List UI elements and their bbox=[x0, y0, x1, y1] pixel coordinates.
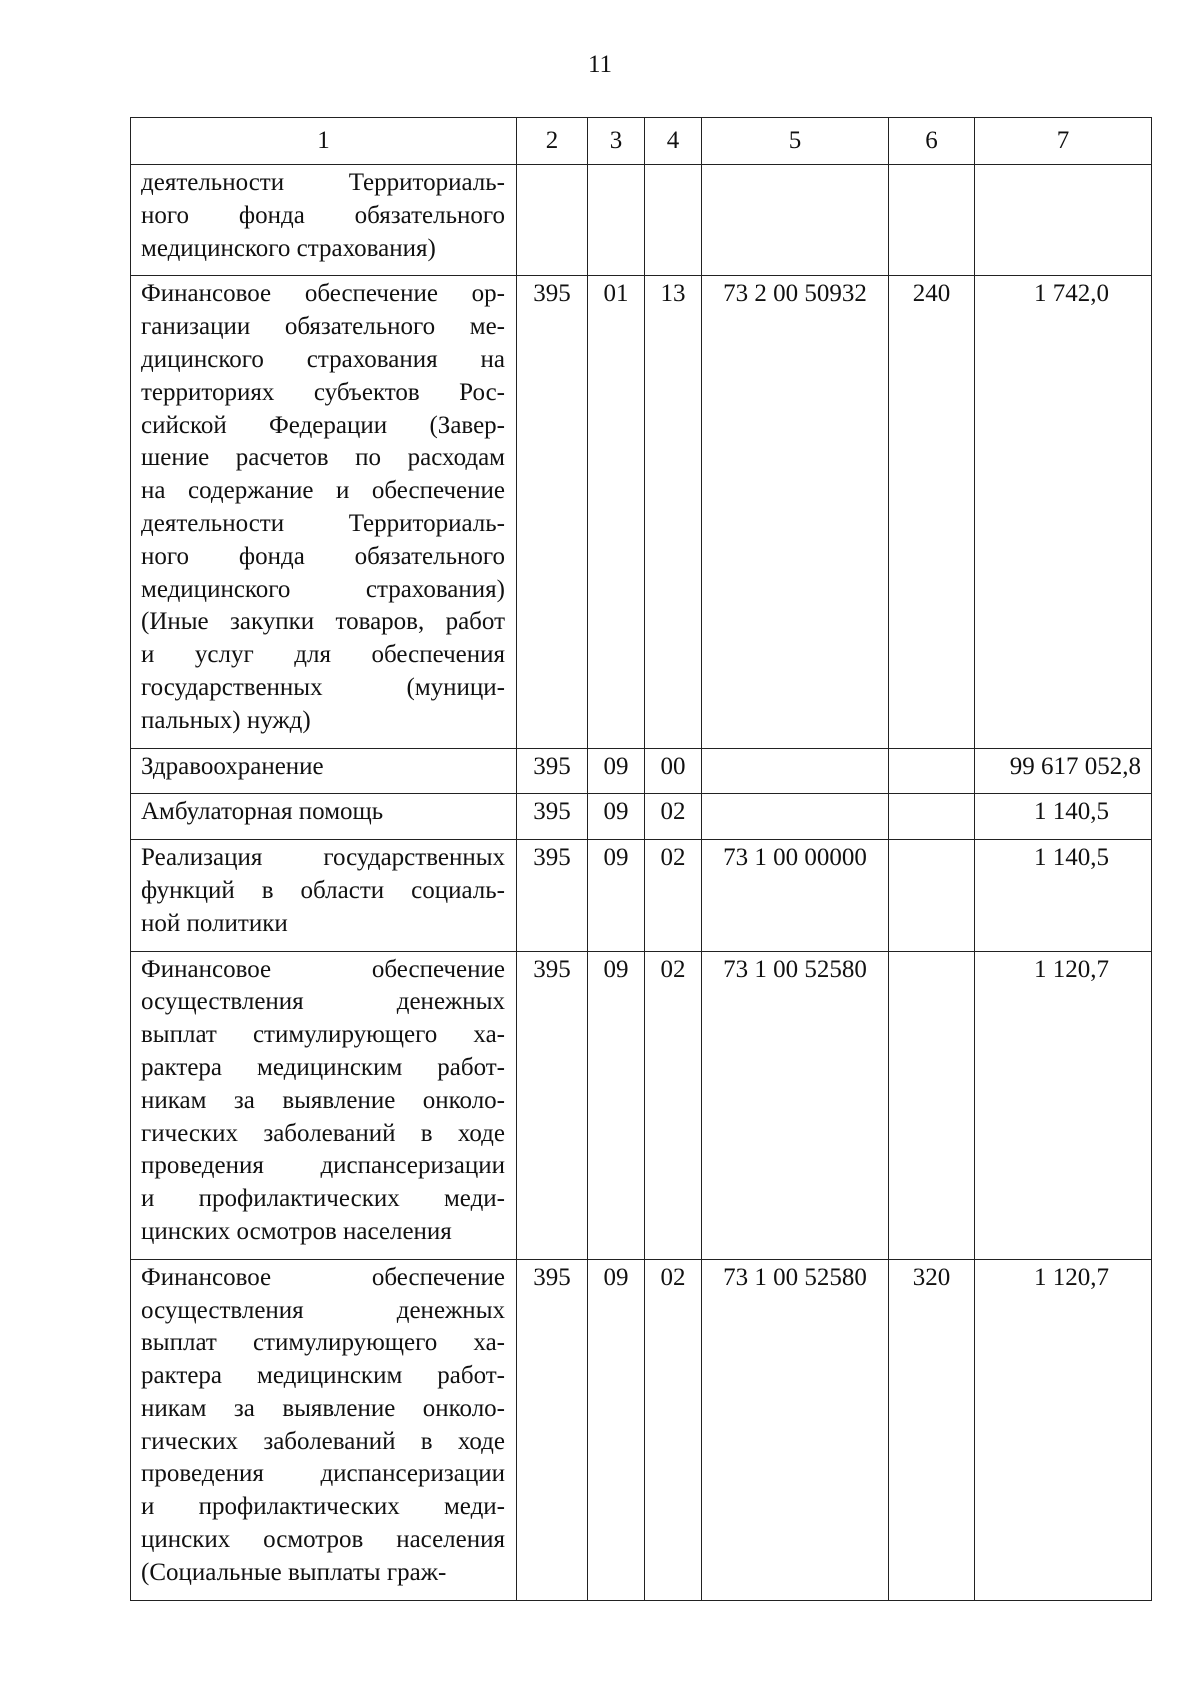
header-col-5: 5 bbox=[702, 118, 889, 165]
description-line: никам за выявление онколо- bbox=[141, 1394, 505, 1422]
table-row bbox=[131, 165, 1152, 276]
description-line: медицинского страхования) bbox=[141, 575, 505, 603]
description-line: Реализация государственных bbox=[141, 844, 505, 872]
description-line: деятельности Территориаль- bbox=[141, 509, 505, 537]
table-row bbox=[131, 748, 1152, 794]
target-article-code bbox=[702, 165, 889, 276]
expense-type-code: 320 bbox=[889, 1259, 975, 1600]
section-code: 09 bbox=[588, 951, 645, 1259]
section-code: 01 bbox=[588, 276, 645, 748]
row-description bbox=[131, 276, 517, 748]
table-row bbox=[131, 951, 1152, 1259]
expense-type-code: 240 bbox=[889, 276, 975, 748]
table-body bbox=[131, 165, 1152, 1601]
description-line: Финансовое обеспечение ор- bbox=[141, 280, 505, 308]
description-line: гических заболеваний в ходе bbox=[141, 1119, 505, 1147]
description-line: и профилактических меди- bbox=[141, 1185, 505, 1213]
admin-code: 395 bbox=[517, 840, 588, 951]
description-line: ной политики bbox=[141, 909, 288, 937]
section-code: 09 bbox=[588, 840, 645, 951]
description-line: пальных) нужд) bbox=[141, 706, 311, 734]
amount: 1 140,5 bbox=[975, 840, 1152, 951]
subsection-code bbox=[645, 165, 702, 276]
description-line: и профилактических меди- bbox=[141, 1493, 505, 1521]
description-line: рактера медицинским работ- bbox=[141, 1362, 505, 1390]
subsection-code: 02 bbox=[645, 1259, 702, 1600]
description-line: осуществления денежных bbox=[141, 1296, 505, 1324]
row-description bbox=[131, 748, 517, 794]
target-article-code: 73 1 00 52580 bbox=[702, 951, 889, 1259]
description-line: (Иные закупки товаров, работ bbox=[141, 608, 505, 636]
description-line: никам за выявление онколо- bbox=[141, 1086, 505, 1114]
description-line: Финансовое обеспечение bbox=[141, 1263, 505, 1291]
amount bbox=[975, 165, 1152, 276]
row-description bbox=[131, 840, 517, 951]
budget-table bbox=[130, 117, 1152, 1601]
section-code bbox=[588, 165, 645, 276]
description-line: ного фонда обязательного bbox=[141, 542, 505, 570]
header-row bbox=[131, 118, 1152, 165]
description-line: Амбулаторная помощь bbox=[141, 798, 384, 826]
table-row bbox=[131, 840, 1152, 951]
admin-code: 395 bbox=[517, 276, 588, 748]
target-article-code: 73 1 00 52580 bbox=[702, 1259, 889, 1600]
description-line: на содержание и обеспечение bbox=[141, 477, 505, 505]
expense-type-code bbox=[889, 748, 975, 794]
description-line: деятельности Территориаль- bbox=[141, 169, 505, 196]
row-description bbox=[131, 165, 517, 276]
page-number: 11 bbox=[587, 51, 613, 78]
subsection-code: 13 bbox=[645, 276, 702, 748]
subsection-code: 02 bbox=[645, 794, 702, 840]
description-line: проведения диспансеризации bbox=[141, 1460, 505, 1488]
admin-code bbox=[517, 165, 588, 276]
amount: 1 120,7 bbox=[975, 1259, 1152, 1600]
description-line: ганизации обязательного ме- bbox=[141, 313, 505, 341]
description-line: территориях субъектов Рос- bbox=[141, 378, 505, 406]
subsection-code: 00 bbox=[645, 748, 702, 794]
target-article-code: 73 2 00 50932 bbox=[702, 276, 889, 748]
description-line: цинских осмотров населения bbox=[141, 1526, 505, 1554]
expense-type-code bbox=[889, 794, 975, 840]
description-line: Здравоохранение bbox=[141, 752, 324, 780]
row-description bbox=[131, 951, 517, 1259]
description-line: рактера медицинским работ- bbox=[141, 1053, 505, 1081]
row-description bbox=[131, 1259, 517, 1600]
admin-code: 395 bbox=[517, 794, 588, 840]
description-line: шение расчетов по расходам bbox=[141, 444, 505, 472]
description-line: и услуг для обеспечения bbox=[141, 641, 505, 669]
description-line: государственных (муници- bbox=[141, 673, 505, 701]
header-col-7: 7 bbox=[975, 118, 1152, 165]
expense-type-code bbox=[889, 165, 975, 276]
description-line: осуществления денежных bbox=[141, 988, 505, 1016]
table-row bbox=[131, 794, 1152, 840]
description-line: гических заболеваний в ходе bbox=[141, 1427, 505, 1455]
amount: 1 140,5 bbox=[975, 794, 1152, 840]
description-line: сийской Федерации (Завер- bbox=[141, 411, 505, 439]
amount: 1 120,7 bbox=[975, 951, 1152, 1259]
description-line: выплат стимулирующего ха- bbox=[141, 1329, 505, 1357]
admin-code: 395 bbox=[517, 748, 588, 794]
subsection-code: 02 bbox=[645, 951, 702, 1259]
target-article-code: 73 1 00 00000 bbox=[702, 840, 889, 951]
header-col-1: 1 bbox=[131, 118, 517, 165]
description-line: (Социальные выплаты граж- bbox=[141, 1558, 447, 1586]
description-line: проведения диспансеризации bbox=[141, 1152, 505, 1180]
admin-code: 395 bbox=[517, 1259, 588, 1600]
table-row bbox=[131, 276, 1152, 748]
subsection-code: 02 bbox=[645, 840, 702, 951]
amount: 1 742,0 bbox=[975, 276, 1152, 748]
description-line: цинских осмотров населения bbox=[141, 1217, 452, 1245]
description-line: медицинского страхования) bbox=[141, 234, 436, 262]
target-article-code bbox=[702, 748, 889, 794]
section-code: 09 bbox=[588, 748, 645, 794]
description-line: дицинского страхования на bbox=[141, 345, 505, 373]
description-line: выплат стимулирующего ха- bbox=[141, 1021, 505, 1049]
expense-type-code bbox=[889, 951, 975, 1259]
header-col-6: 6 bbox=[889, 118, 975, 165]
amount: 99 617 052,8 bbox=[975, 748, 1152, 794]
section-code: 09 bbox=[588, 794, 645, 840]
target-article-code bbox=[702, 794, 889, 840]
admin-code: 395 bbox=[517, 951, 588, 1259]
header-col-3: 3 bbox=[588, 118, 645, 165]
description-line: Финансовое обеспечение bbox=[141, 955, 505, 983]
expense-type-code bbox=[889, 840, 975, 951]
section-code: 09 bbox=[588, 1259, 645, 1600]
row-description bbox=[131, 794, 517, 840]
header-col-2: 2 bbox=[517, 118, 588, 165]
table-row bbox=[131, 1259, 1152, 1600]
header-col-4: 4 bbox=[645, 118, 702, 165]
description-line: функций в области социаль- bbox=[141, 876, 505, 904]
description-line: ного фонда обязательного bbox=[141, 201, 505, 229]
table-header bbox=[131, 118, 1152, 165]
